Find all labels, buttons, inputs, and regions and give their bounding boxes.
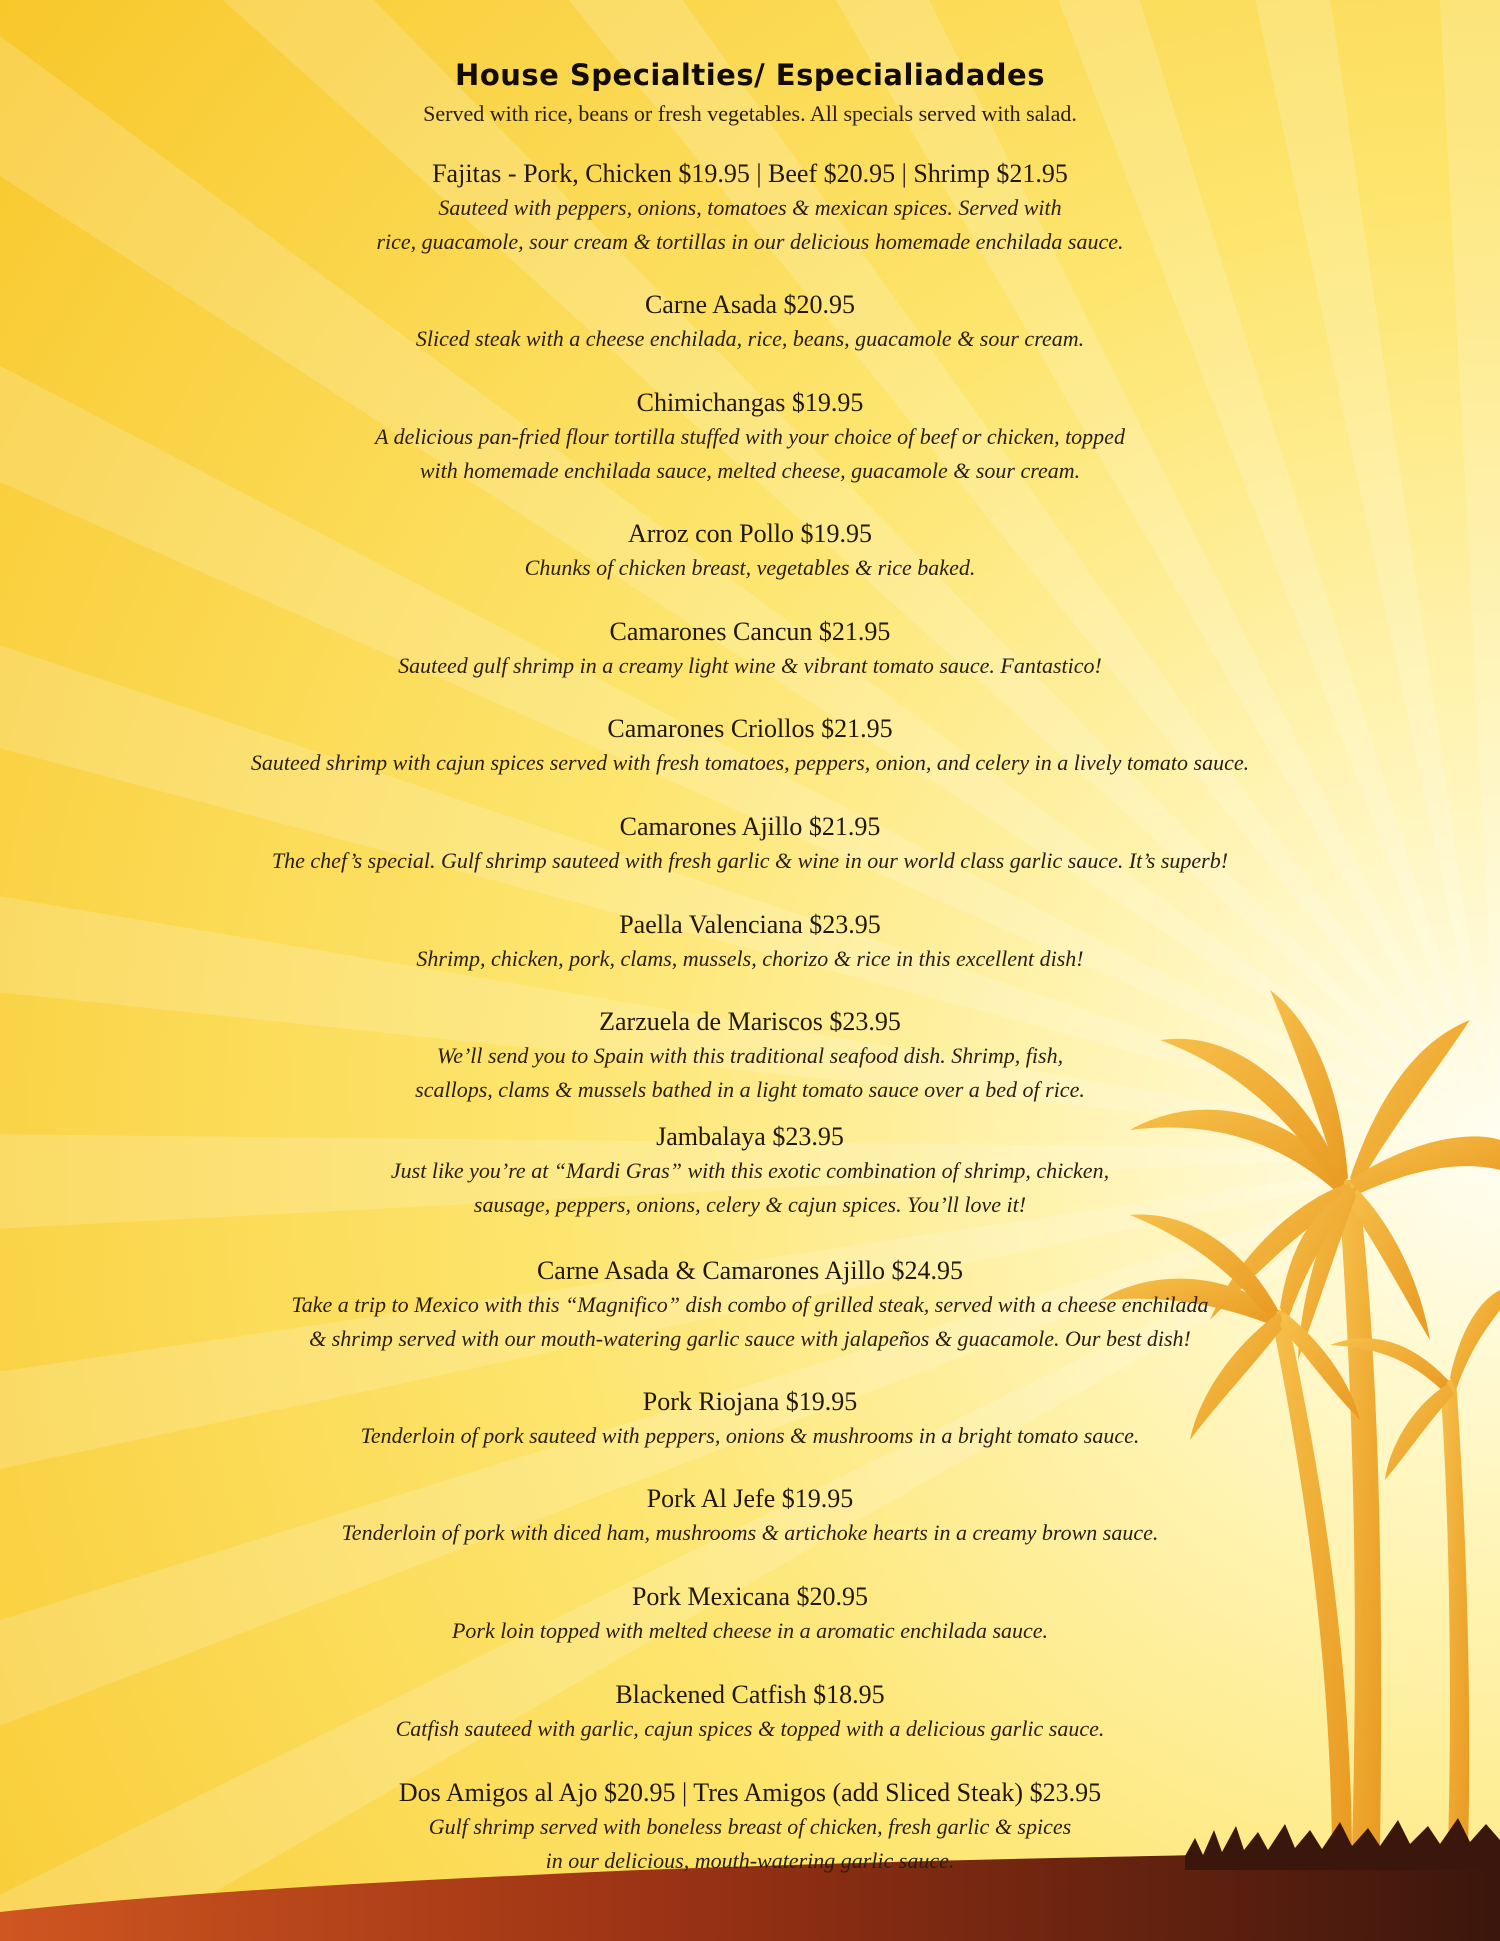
menu-item	[0, 810, 1500, 878]
menu-item-description: Sauteed with peppers, onions, tomatoes & mexican spices. Served with	[438, 195, 1062, 220]
menu-item	[0, 386, 1500, 488]
menu-item-description: rice, guacamole, sour cream & tortillas in our delicious homemade enchilada sauce.	[376, 229, 1124, 254]
menu-item-description: Tenderloin of pork with diced ham, mushrooms & artichoke hearts in a creamy brown sauce.	[341, 1520, 1159, 1545]
menu-item	[0, 615, 1500, 683]
menu-item-name: Carne Asada $20.95	[644, 290, 856, 319]
menu-item	[0, 1580, 1500, 1648]
menu-item-description: The chef’s special. Gulf shrimp sauteed with fresh garlic & wine in our world class garlic sauce. It’s superb!	[271, 848, 1229, 873]
menu-item	[0, 1678, 1500, 1746]
menu-item-name: Chimichangas $19.95	[636, 388, 864, 417]
menu-item	[0, 1776, 1500, 1878]
menu-item-description: Just like you’re at “Mardi Gras” with this exotic combination of shrimp, chicken,	[390, 1158, 1110, 1183]
menu-item-description: We’ll send you to Spain with this traditional seafood dish. Shrimp, fish,	[436, 1043, 1064, 1068]
menu-item-description: A delicious pan-fried flour tortilla stuffed with your choice of beef or chicken, topped	[375, 424, 1125, 449]
menu-item-name: Carne Asada & Camarones Ajillo $24.95	[536, 1256, 964, 1285]
menu-item	[0, 1385, 1500, 1453]
menu-item-name: Jambalaya $23.95	[656, 1122, 844, 1151]
menu-item	[0, 712, 1500, 780]
menu-item-name: Blackened Catfish $18.95	[615, 1680, 885, 1709]
menu-item-name: Zarzuela de Mariscos $23.95	[599, 1007, 901, 1036]
menu-item-description: Sliced steak with a cheese enchilada, rice, beans, guacamole & sour cream.	[415, 326, 1085, 351]
menu-item-description: Shrimp, chicken, pork, clams, mussels, chorizo & rice in this excellent dish!	[416, 946, 1084, 971]
menu-title: House Specialties/ Especialiadades	[455, 58, 1045, 92]
menu-item-name: Pork Al Jefe $19.95	[646, 1484, 854, 1513]
menu-item-name: Camarones Cancun $21.95	[609, 617, 891, 646]
menu-item	[0, 1005, 1500, 1107]
menu-item-name: Pork Mexicana $20.95	[631, 1582, 869, 1611]
menu-item-description: Sauteed shrimp with cajun spices served with fresh tomatoes, peppers, onion, and celery in a lively tomato sauce.	[250, 750, 1250, 775]
menu-item-name: Fajitas - Pork, Chicken $19.95 | Beef $20.95 | Shrimp $21.95	[432, 159, 1068, 188]
menu-item-name: Camarones Criollos $21.95	[607, 714, 893, 743]
menu-item	[0, 1254, 1500, 1356]
menu-item	[0, 1482, 1500, 1550]
menu-item	[0, 1120, 1500, 1222]
menu-item-description: with homemade enchilada sauce, melted cheese, guacamole & sour cream.	[419, 458, 1081, 483]
menu-item-description: Catfish sauteed with garlic, cajun spices & topped with a delicious garlic sauce.	[395, 1716, 1105, 1741]
menu-item-name: Paella Valenciana $23.95	[619, 910, 881, 939]
menu-item	[0, 908, 1500, 976]
menu-item-name: Arroz con Pollo $19.95	[627, 519, 873, 548]
menu-item-description: Pork loin topped with melted cheese in a aromatic enchilada sauce.	[451, 1618, 1049, 1643]
menu-subtitle: Served with rice, beans or fresh vegetables. All specials served with salad.	[423, 101, 1077, 126]
menu-item-description: Sauteed gulf shrimp in a creamy light wine & vibrant tomato sauce. Fantastico!	[398, 653, 1102, 678]
menu-item	[0, 157, 1500, 259]
menu-item-description: Tenderloin of pork sauteed with peppers, onions & mushrooms in a bright tomato sauce.	[360, 1423, 1140, 1448]
menu-item-name: Dos Amigos al Ajo $20.95 | Tres Amigos (add Sliced Steak) $23.95	[398, 1778, 1102, 1807]
menu-item-description: scallops, clams & mussels bathed in a light tomato sauce over a bed of rice.	[415, 1077, 1085, 1102]
menu-item-description: sausage, peppers, onions, celery & cajun spices. You’ll love it!	[473, 1192, 1027, 1217]
menu-item-description: in our delicious, mouth-watering garlic sauce.	[545, 1848, 955, 1873]
menu-item	[0, 288, 1500, 356]
menu-item	[0, 517, 1500, 585]
menu-item-description: & shrimp served with our mouth-watering garlic sauce with jalapeños & guacamole. Our best dish!	[309, 1326, 1191, 1351]
menu-item-description: Take a trip to Mexico with this “Magnifico” dish combo of grilled steak, served with a cheese enchilada	[291, 1292, 1209, 1317]
menu-item-description: Gulf shrimp served with boneless breast of chicken, fresh garlic & spices	[428, 1814, 1072, 1839]
menu-item-name: Pork Riojana $19.95	[642, 1387, 858, 1416]
menu-item-description: Chunks of chicken breast, vegetables & rice baked.	[524, 555, 976, 580]
menu-item-name: Camarones Ajillo $21.95	[619, 812, 881, 841]
